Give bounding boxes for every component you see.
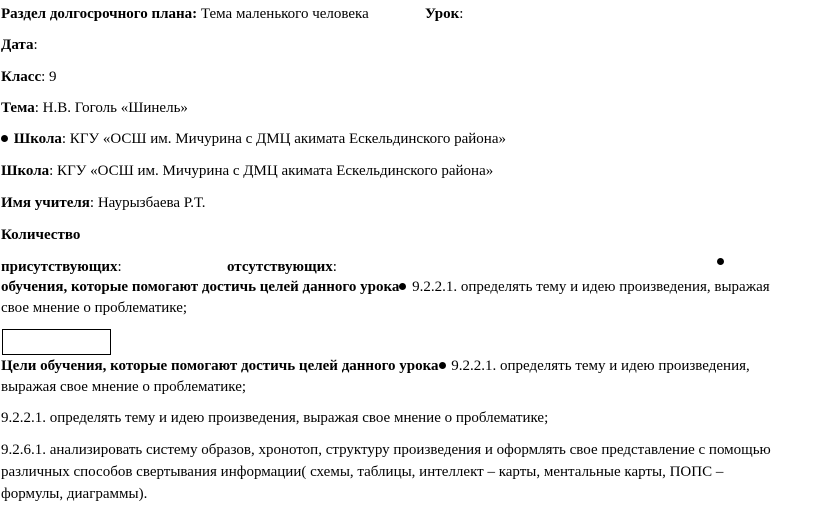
goals-fragment-text-1: 9.2.2.1. определять тему и идею произведения, выражая: [408, 279, 770, 295]
topic-line: [1, 99, 188, 117]
section-value: Тема маленького человека: [197, 6, 369, 22]
present-line: [1, 258, 122, 276]
school-bullet-line: [1, 130, 506, 148]
date-label: Дата: [1, 37, 34, 53]
count-label: Количество: [1, 227, 81, 243]
goals-label: Цели обучения, которые помогают достичь целей данного урока: [1, 358, 439, 374]
date-colon: :: [33, 37, 38, 53]
empty-cell-box: [2, 329, 111, 355]
school-label: Школа: [1, 163, 50, 179]
objective-1: 9.2.2.1. определять тему и идею произведения, выражая свое мнение о проблематике;: [1, 410, 549, 426]
teacher-label: Имя учителя: [1, 195, 90, 211]
absent-line: [227, 258, 337, 276]
goals-line-1: [1, 357, 750, 375]
date-line: [1, 36, 38, 54]
teacher-line: [1, 194, 205, 212]
class-line: [1, 68, 57, 86]
count-line: [1, 226, 80, 244]
objective-2-line-3: формулы, диаграммы).: [1, 486, 148, 502]
school-bullet-value: : КГУ «ОСШ им. Мичурина с ДМЦ акимата Ескельдинского района»: [61, 131, 506, 147]
lesson-line: [425, 5, 463, 23]
absent-label: отсутствующих: [227, 259, 333, 275]
lesson-label: Урок: [425, 6, 460, 22]
goals-fragment-text-2: свое мнение о проблематике;: [1, 300, 188, 316]
school-line: [1, 162, 493, 180]
goals-text-2: выражая свое мнение о проблематике;: [1, 379, 247, 395]
school-bullet-label: Школа: [13, 131, 62, 147]
bullet-icon: [717, 258, 724, 265]
topic-label: Тема: [1, 100, 35, 116]
lesson-colon: :: [459, 6, 464, 22]
absent-colon: :: [332, 259, 337, 275]
goals-text-1: 9.2.2.1. определять тему и идею произведения,: [447, 358, 750, 374]
bullet-icon: [439, 362, 446, 369]
goals-line-2: [1, 378, 246, 396]
topic-value: : Н.В. Гоголь «Шинель»: [34, 100, 188, 116]
bullet-icon: [1, 135, 8, 142]
school-value: : КГУ «ОСШ им. Мичурина с ДМЦ акимата Ескельдинского района»: [49, 163, 494, 179]
section-label: Раздел долгосрочного плана:: [1, 6, 198, 22]
class-value: : 9: [41, 69, 57, 85]
objective-2-line-1: 9.2.6.1. анализировать систему образов, хронотоп, структуру произведения и оформлять свое представление с помощью: [1, 442, 771, 458]
objective-2-line-2: различных способов свертывания информации( схемы, таблицы, интеллект – карты, ментальные карты, ПОПС –: [1, 464, 724, 480]
section-line: [1, 5, 369, 23]
goals-fragment-line-1: [1, 278, 770, 296]
present-label: присутствующих: [1, 259, 118, 275]
goals-fragment-label: обучения, которые помогают достичь целей данного урока: [1, 279, 400, 295]
bullet-icon: [399, 283, 406, 290]
present-colon: :: [117, 259, 122, 275]
class-label: Класс: [1, 69, 42, 85]
teacher-value: : Наурызбаева Р.Т.: [89, 195, 206, 211]
goals-fragment-line-2: [1, 299, 187, 317]
